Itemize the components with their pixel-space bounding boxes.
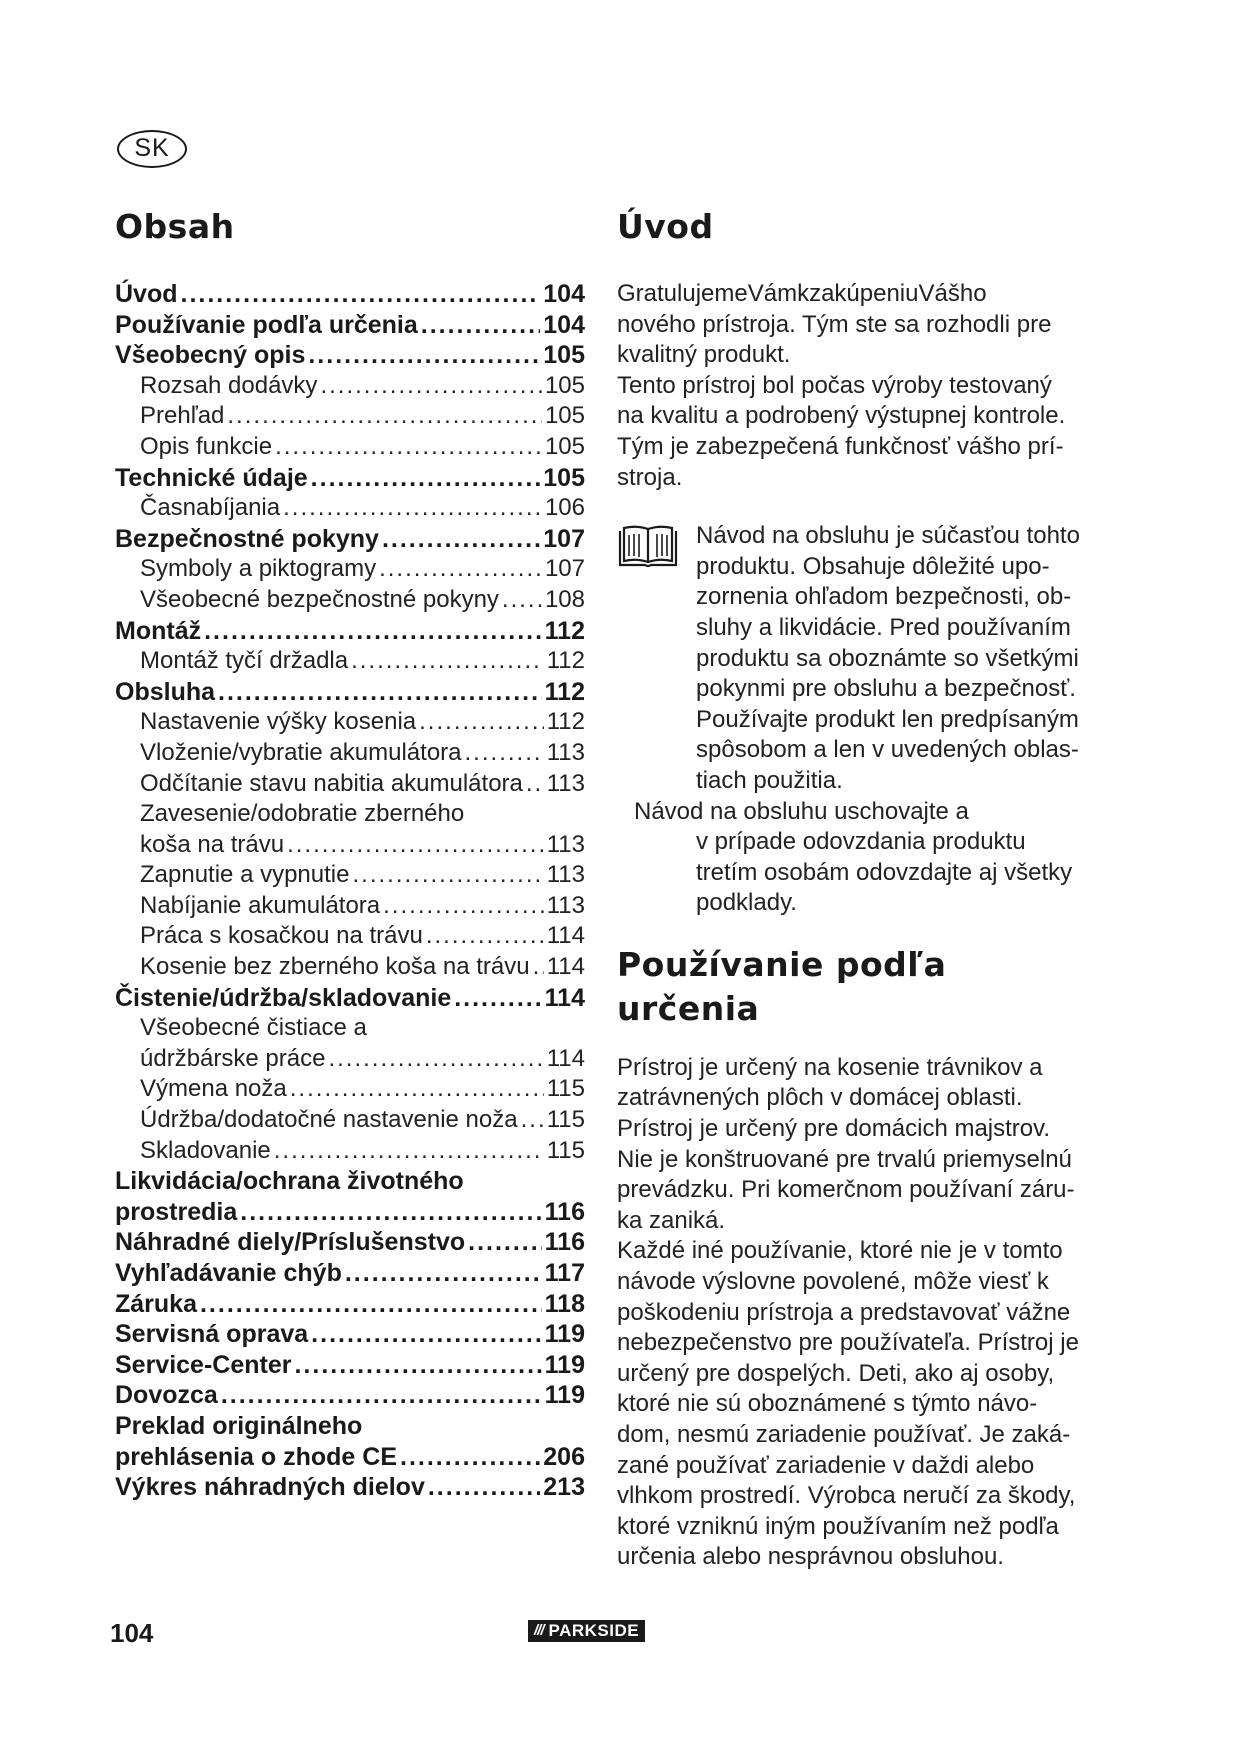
toc-entry-page: 112 <box>546 647 585 675</box>
toc-entry-page: 119 <box>544 1350 585 1379</box>
text-line: nebezpečenstvo pre používateľa. Prístroj je <box>617 1329 1079 1357</box>
toc-leader-dots <box>351 646 544 677</box>
toc-entry-label: Výkres náhradných dielov <box>115 1473 425 1502</box>
toc-entry-label: Vloženie/vybratie akumulátora <box>140 738 462 766</box>
toc-entry-label: Preklad originálneho <box>115 1411 363 1440</box>
toc-entry-page: 112 <box>544 616 585 645</box>
toc-leader-dots <box>428 1472 540 1503</box>
text-line: stroja. <box>617 463 683 491</box>
toc-entry <box>115 646 585 677</box>
toc-entry-label: údržbárske práce <box>140 1044 326 1072</box>
toc-heading: Obsah <box>115 207 235 246</box>
keep-lines <box>634 827 1092 919</box>
toc-entry <box>115 279 585 310</box>
toc-entry-page: 115 <box>546 1136 585 1164</box>
toc-leader-dots <box>218 677 542 708</box>
text-line: dom, nesmú zariadenie používať. Je zaká- <box>617 1421 1071 1448</box>
text-line: Každé iné používanie, ktoré nie je v tomto <box>617 1237 1063 1265</box>
toc-leader-dots <box>328 1044 543 1075</box>
toc-entry-label: prostredia <box>115 1197 238 1226</box>
text-line: Tento prístroj bol počas výroby testovaný <box>617 371 1052 399</box>
text-line: poškodeniu prístroja a predstavovať vážne <box>617 1298 1071 1326</box>
toc-entry-label: Servisná oprava <box>115 1320 309 1349</box>
toc-entry-label: Montáž tyčí držadla <box>140 647 349 675</box>
toc-entry-label: Náhradné diely/Príslušenstvo <box>115 1228 466 1257</box>
text-line: zatrávnených plôch v domácej oblasti. <box>617 1084 1023 1112</box>
toc-entry-label: Likvidácia/ochrana životného <box>115 1167 464 1196</box>
keep-first-line: Návod na obsluhu uschovajte a <box>634 797 969 825</box>
text-line: produktu sa oboznámte so všetkými <box>696 644 1079 672</box>
toc-entry-page: 107 <box>543 524 585 553</box>
text-line: ktoré vzniknú iným používaním než podľa <box>617 1512 1059 1540</box>
toc-leader-dots <box>287 830 544 861</box>
toc-entry-page: 119 <box>544 1381 585 1410</box>
toc-entry-page: 105 <box>543 463 585 492</box>
toc-leader-dots <box>468 1227 542 1258</box>
toc-entry-page: 113 <box>546 738 585 766</box>
usage-paragraph <box>617 1053 1092 1573</box>
toc-entry <box>115 1227 585 1258</box>
toc-entry-page: 112 <box>546 708 585 736</box>
toc-entry-page: 117 <box>544 1259 585 1287</box>
toc-leader-dots <box>294 1350 541 1381</box>
toc-leader-dots <box>465 738 544 769</box>
toc-leader-dots <box>320 371 542 402</box>
toc-entry <box>115 891 585 922</box>
toc-entry <box>115 401 585 432</box>
toc-entry-label: Časnabíjania <box>140 494 281 522</box>
toc-entry <box>115 1105 585 1136</box>
text-line: Nie je konštruované pre trvalú priemyselnú <box>617 1145 1072 1173</box>
note-paragraph <box>617 521 1092 796</box>
toc-leader-dots <box>502 585 542 616</box>
toc-leader-dots <box>379 554 542 585</box>
toc-entry <box>115 1044 585 1075</box>
logo-slashes: /// <box>528 1620 547 1642</box>
text-line: pokynmi pre obsluhu a bezpečnosť. <box>696 675 1076 703</box>
toc-entry-label: Používanie podľa určenia <box>115 310 418 339</box>
toc-leader-dots <box>533 952 544 983</box>
toc-entry <box>115 769 585 800</box>
toc-entry <box>115 1136 585 1167</box>
toc-entry <box>115 554 585 585</box>
text-line: na kvalitu a podrobený výstupnej kontrole. <box>617 402 1066 430</box>
toc-entry <box>115 799 585 830</box>
toc-leader-dots <box>204 616 542 647</box>
text-line: produktu. Obsahuje dôležité upo- <box>696 552 1050 580</box>
text-line: Prístroj je určený pre domácich majstrov. <box>617 1115 1051 1143</box>
toc-entry-label: Zavesenie/odobratie zberného <box>140 800 465 828</box>
text-line: určenia alebo nesprávnou obsluhou. <box>617 1543 1004 1571</box>
toc-leader-dots <box>240 1197 541 1228</box>
text-line: určený pre dospelých. Deti, ako aj osoby, <box>617 1359 1055 1387</box>
toc-entry-page: 114 <box>546 922 585 950</box>
toc-entry-page: 114 <box>544 983 585 1012</box>
toc-entry <box>115 524 585 555</box>
toc-leader-dots <box>200 1289 542 1320</box>
toc-entry <box>115 1166 585 1197</box>
toc-leader-dots <box>421 310 541 341</box>
text-line: zornenia ohľadom bezpečnosti, ob- <box>696 583 1072 611</box>
toc-entry-label: Vyhľadávanie chýb <box>115 1259 342 1287</box>
toc-entry <box>115 493 585 524</box>
toc-entry <box>115 1289 585 1320</box>
toc-entry-page: 113 <box>546 891 585 919</box>
toc-leader-dots <box>521 1105 544 1136</box>
text-line: zané používať zariadenie v daždi alebo <box>617 1451 1035 1479</box>
toc-entry-page: 119 <box>544 1320 585 1349</box>
text-line: ka zaniká. <box>617 1206 726 1234</box>
toc-entry-page: 114 <box>546 1044 585 1072</box>
toc-entry-page: 116 <box>544 1228 585 1257</box>
toc-entry <box>115 616 585 647</box>
toc-entry-page: 113 <box>546 830 585 858</box>
usage-heading-line-1: Používanie podľa <box>617 944 947 984</box>
text-line: v prípade odovzdania produktu <box>696 828 1026 856</box>
text-line: Prístroj je určený na kosenie trávnikov a <box>617 1053 1043 1081</box>
toc-leader-dots <box>345 1258 542 1289</box>
text-line: tretím osobám odovzdajte aj všetky <box>696 858 1073 886</box>
toc-entry-label: Symboly a piktogramy <box>140 555 377 583</box>
text-line: Návod na obsluhu je súčasťou tohto <box>696 522 1080 550</box>
toc-entry-label: Bezpečnostné pokyny <box>115 524 379 553</box>
text-line: Tým je zabezpečená funkčnosť vášho prí- <box>617 432 1064 460</box>
usage-heading-line-2: určenia <box>617 988 760 1028</box>
toc-entry-page: 114 <box>546 953 585 981</box>
toc-list <box>115 279 585 1503</box>
text-line: kvalitný produkt. <box>617 341 791 369</box>
toc-entry-label: Všeobecné bezpečnostné pokyny <box>140 585 499 613</box>
toc-entry-page: 113 <box>546 769 585 797</box>
intro-paragraph <box>617 279 1092 493</box>
toc-entry-page: 104 <box>543 310 585 339</box>
toc-entry-label: Všeobecný opis <box>115 341 306 370</box>
text-line: GratulujemeVámkzakúpeniuVášho <box>617 280 987 307</box>
toc-entry-page: 105 <box>544 402 585 430</box>
toc-entry-label: Výmena noža <box>140 1075 287 1103</box>
toc-entry-label: Nastavenie výšky kosenia <box>140 708 417 736</box>
parkside-logo <box>528 1620 645 1642</box>
toc-entry-page: 104 <box>543 280 585 308</box>
toc-leader-dots <box>290 1074 544 1105</box>
toc-entry <box>115 1442 585 1473</box>
toc-entry-label: Odčítanie stavu nabitia akumulátora <box>140 769 523 797</box>
toc-entry <box>115 1350 585 1381</box>
text-line: ktoré nie sú oboznámené s týmto návo- <box>617 1390 1038 1418</box>
toc-entry <box>115 921 585 952</box>
text-line: spôsobom a len v uvedených oblas- <box>696 736 1079 764</box>
toc-leader-dots <box>283 493 542 524</box>
toc-leader-dots <box>221 1380 542 1411</box>
toc-entry-label: Záruka <box>115 1289 197 1318</box>
language-badge: SK <box>117 130 187 168</box>
toc-leader-dots <box>274 1136 544 1167</box>
toc-entry <box>115 860 585 891</box>
text-line: prevádzku. Pri komerčnom používaní záru- <box>617 1176 1075 1204</box>
toc-entry-label: Technické údaje <box>115 463 308 492</box>
toc-entry-label: Práca s kosačkou na trávu <box>140 922 423 950</box>
keep-manual-paragraph <box>617 797 1092 919</box>
usage-heading <box>617 943 1092 1031</box>
toc-entry-page: 115 <box>546 1075 585 1103</box>
toc-leader-dots <box>382 524 540 555</box>
toc-entry-label: Dovozca <box>115 1381 218 1410</box>
toc-entry-page: 113 <box>546 861 585 889</box>
toc-entry-label: Kosenie bez zberného koša na trávu <box>140 953 530 981</box>
toc-entry <box>115 1258 585 1289</box>
toc-entry <box>115 1380 585 1411</box>
toc-entry-label: koša na trávu <box>140 830 285 858</box>
toc-entry <box>115 707 585 738</box>
text-line: návode výslovne povolené, môže viesť k <box>617 1268 1049 1296</box>
toc-entry-label: Rozsah dodávky <box>140 371 318 399</box>
toc-entry <box>115 340 585 371</box>
toc-entry-label: Zapnutie a vypnutie <box>140 861 350 889</box>
toc-entry-label: Prehľad <box>140 402 225 430</box>
toc-entry-label: Čistenie/údržba/skladovanie <box>115 983 452 1012</box>
toc-leader-dots <box>419 707 544 738</box>
toc-entry <box>115 830 585 861</box>
toc-entry <box>115 432 585 463</box>
toc-entry <box>115 1197 585 1228</box>
text-line: sluhy a likvidácie. Pred používaním <box>696 613 1071 641</box>
toc-entry-label: prehlásenia o zhode CE <box>115 1442 398 1471</box>
toc-entry-label: Nabíjanie akumulátora <box>140 891 381 919</box>
toc-entry-label: Opis funkcie <box>140 432 273 460</box>
intro-heading: Úvod <box>617 207 714 246</box>
toc-entry <box>115 983 585 1014</box>
toc-leader-dots <box>311 463 541 494</box>
toc-entry <box>115 677 585 708</box>
toc-entry <box>115 310 585 341</box>
toc-entry-page: 112 <box>544 677 585 706</box>
logo-name: PARKSIDE <box>547 1620 646 1642</box>
toc-entry-page: 105 <box>544 432 585 460</box>
toc-leader-dots <box>308 340 540 371</box>
toc-entry-label: Montáž <box>115 616 202 645</box>
toc-entry <box>115 585 585 616</box>
toc-entry <box>115 1074 585 1105</box>
toc-entry <box>115 952 585 983</box>
toc-leader-dots <box>311 1319 541 1350</box>
page-number: 104 <box>110 1618 154 1648</box>
toc-entry-label: Obsluha <box>115 677 216 706</box>
toc-entry <box>115 1411 585 1442</box>
toc-entry <box>115 371 585 402</box>
toc-entry-label: Service-Center <box>115 1350 292 1379</box>
toc-leader-dots <box>181 279 541 310</box>
toc-entry <box>115 1319 585 1350</box>
text-line: podklady. <box>696 889 797 917</box>
toc-entry-label: Údržba/dodatočné nastavenie noža <box>140 1106 518 1134</box>
toc-entry-page: 206 <box>543 1442 585 1471</box>
toc-entry-page: 105 <box>544 371 585 399</box>
toc-entry-label: Úvod <box>115 280 178 308</box>
text-line: Používajte produkt len predpísaným <box>696 705 1079 733</box>
toc-leader-dots <box>454 983 541 1014</box>
toc-entry <box>115 1472 585 1503</box>
toc-entry-page: 213 <box>543 1473 585 1502</box>
toc-entry-page: 108 <box>544 585 585 613</box>
toc-entry-label: Všeobecné čistiace a <box>140 1014 367 1042</box>
toc-entry-page: 106 <box>544 494 585 522</box>
toc-entry <box>115 738 585 769</box>
toc-leader-dots <box>426 921 544 952</box>
toc-leader-dots <box>227 401 542 432</box>
book-icon <box>617 525 679 571</box>
text-line: tiach použitia. <box>696 766 843 794</box>
content-column <box>617 205 1092 1573</box>
toc-entry-label: Skladovanie <box>140 1136 271 1164</box>
toc-entry-page: 107 <box>544 555 585 583</box>
toc-leader-dots <box>352 860 543 891</box>
table-of-contents <box>115 205 585 1503</box>
toc-entry-page: 115 <box>546 1106 585 1134</box>
toc-leader-dots <box>383 891 544 922</box>
toc-entry-page: 105 <box>543 341 585 370</box>
text-line: vlhkom prostredí. Výrobca neručí za škody, <box>617 1482 1076 1510</box>
toc-leader-dots <box>275 432 542 463</box>
manual-note <box>617 521 1092 796</box>
toc-entry <box>115 1013 585 1044</box>
toc-leader-dots <box>526 769 544 800</box>
toc-entry-page: 118 <box>544 1289 585 1318</box>
toc-leader-dots <box>400 1442 540 1473</box>
toc-entry <box>115 463 585 494</box>
toc-entry-page: 116 <box>544 1197 585 1226</box>
text-line: nového prístroja. Tým ste sa rozhodli pre <box>617 310 1052 338</box>
